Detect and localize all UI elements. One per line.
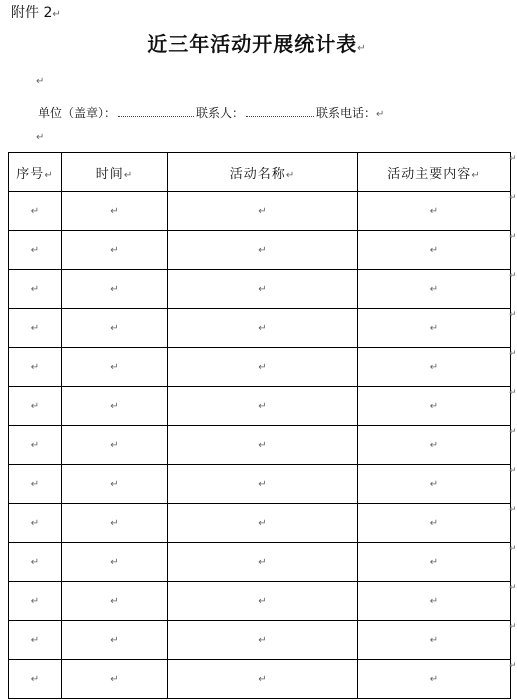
table-cell[interactable]: ↵	[358, 660, 511, 699]
table-cell[interactable]: ↵	[62, 660, 168, 699]
attachment-label	[11, 2, 61, 22]
title-text: 近三年活动开展统计表	[147, 32, 358, 56]
row-end-mark: ↵	[509, 349, 517, 359]
table-cell[interactable]: ↵	[62, 192, 168, 231]
paragraph-mark: ↵	[36, 132, 45, 143]
row-end-mark: ↵	[509, 232, 517, 242]
unit-label: 单位（盖章）：	[38, 106, 117, 120]
table-cell[interactable]: ↵	[9, 582, 62, 621]
table-cell[interactable]: ↵	[62, 387, 168, 426]
table-cell[interactable]: ↵	[358, 582, 511, 621]
phone-label: 联系电话：	[316, 106, 377, 120]
table-cell[interactable]: ↵	[168, 309, 358, 348]
table-cell[interactable]: ↵	[358, 348, 511, 387]
activity-table	[8, 152, 511, 699]
table-row	[9, 348, 511, 387]
table-cell[interactable]: ↵	[168, 387, 358, 426]
table-cell[interactable]: ↵	[9, 465, 62, 504]
table-cell[interactable]: ↵	[358, 192, 511, 231]
table-cell[interactable]: ↵	[358, 543, 511, 582]
paragraph-mark: ↵	[357, 43, 367, 54]
contact-label: 联系人：	[196, 106, 245, 120]
info-line	[38, 104, 384, 121]
table-cell[interactable]: ↵	[9, 543, 62, 582]
table-body	[9, 192, 511, 699]
col-header-index: 序号↵	[9, 153, 62, 192]
row-end-mark: ↵	[509, 544, 517, 554]
table-row	[9, 192, 511, 231]
table-row	[9, 231, 511, 270]
table-cell[interactable]: ↵	[358, 426, 511, 465]
table-cell[interactable]: ↵	[9, 504, 62, 543]
table-cell[interactable]: ↵	[168, 504, 358, 543]
table-cell[interactable]: ↵	[168, 660, 358, 699]
table-cell[interactable]: ↵	[62, 621, 168, 660]
paragraph-mark: ↵	[376, 109, 385, 120]
table-cell[interactable]: ↵	[168, 543, 358, 582]
table-cell[interactable]: ↵	[358, 309, 511, 348]
table-row	[9, 309, 511, 348]
paragraph-mark: ↵	[52, 9, 61, 20]
table-row	[9, 465, 511, 504]
table-cell[interactable]: ↵	[168, 426, 358, 465]
contact-field[interactable]	[246, 107, 314, 117]
table-row	[9, 504, 511, 543]
table-header-row	[9, 153, 511, 192]
table-cell[interactable]: ↵	[62, 231, 168, 270]
row-end-mark: ↵	[509, 154, 517, 164]
table-cell[interactable]: ↵	[168, 621, 358, 660]
row-end-mark: ↵	[509, 583, 517, 593]
table-cell[interactable]: ↵	[62, 426, 168, 465]
table-cell[interactable]: ↵	[9, 309, 62, 348]
row-end-mark: ↵	[509, 505, 517, 515]
table-row	[9, 270, 511, 309]
row-end-mark: ↵	[509, 388, 517, 398]
table-row	[9, 660, 511, 699]
table-cell[interactable]: ↵	[168, 231, 358, 270]
table-cell[interactable]: ↵	[9, 621, 62, 660]
table-cell[interactable]: ↵	[358, 504, 511, 543]
paragraph-mark: ↵	[36, 76, 45, 87]
table-row	[9, 621, 511, 660]
table-cell[interactable]: ↵	[9, 192, 62, 231]
row-end-mark: ↵	[509, 466, 517, 476]
table-cell[interactable]: ↵	[9, 348, 62, 387]
row-end-mark: ↵	[509, 193, 517, 203]
table-cell[interactable]: ↵	[9, 387, 62, 426]
table-cell[interactable]: ↵	[358, 231, 511, 270]
table-row	[9, 543, 511, 582]
table-row	[9, 582, 511, 621]
col-header-activity-name: 活动名称↵	[168, 153, 358, 192]
table-cell[interactable]: ↵	[62, 543, 168, 582]
row-end-mark: ↵	[509, 271, 517, 281]
page-title	[0, 28, 514, 57]
table-cell[interactable]: ↵	[62, 348, 168, 387]
table-cell[interactable]: ↵	[358, 465, 511, 504]
table-cell[interactable]: ↵	[9, 660, 62, 699]
table-cell[interactable]: ↵	[168, 582, 358, 621]
table-cell[interactable]: ↵	[168, 270, 358, 309]
table-cell[interactable]: ↵	[168, 465, 358, 504]
table-cell[interactable]: ↵	[358, 387, 511, 426]
col-header-activity-content: 活动主要内容↵	[358, 153, 511, 192]
unit-field[interactable]	[118, 107, 194, 117]
row-end-mark: ↵	[509, 622, 517, 632]
table-cell[interactable]: ↵	[9, 426, 62, 465]
table-cell[interactable]: ↵	[9, 270, 62, 309]
table-cell[interactable]: ↵	[62, 582, 168, 621]
table-cell[interactable]: ↵	[9, 231, 62, 270]
table-cell[interactable]: ↵	[62, 309, 168, 348]
table-cell[interactable]: ↵	[358, 270, 511, 309]
attachment-text: 附件 2	[11, 5, 53, 21]
row-end-mark: ↵	[509, 310, 517, 320]
row-end-mark: ↵	[509, 661, 517, 671]
table-cell[interactable]: ↵	[358, 621, 511, 660]
table-cell[interactable]: ↵	[168, 192, 358, 231]
table-row	[9, 426, 511, 465]
table-row	[9, 387, 511, 426]
row-end-mark: ↵	[509, 427, 517, 437]
table-cell[interactable]: ↵	[168, 348, 358, 387]
table-cell[interactable]: ↵	[62, 465, 168, 504]
col-header-time: 时间↵	[62, 153, 168, 192]
table-cell[interactable]: ↵	[62, 504, 168, 543]
table-cell[interactable]: ↵	[62, 270, 168, 309]
